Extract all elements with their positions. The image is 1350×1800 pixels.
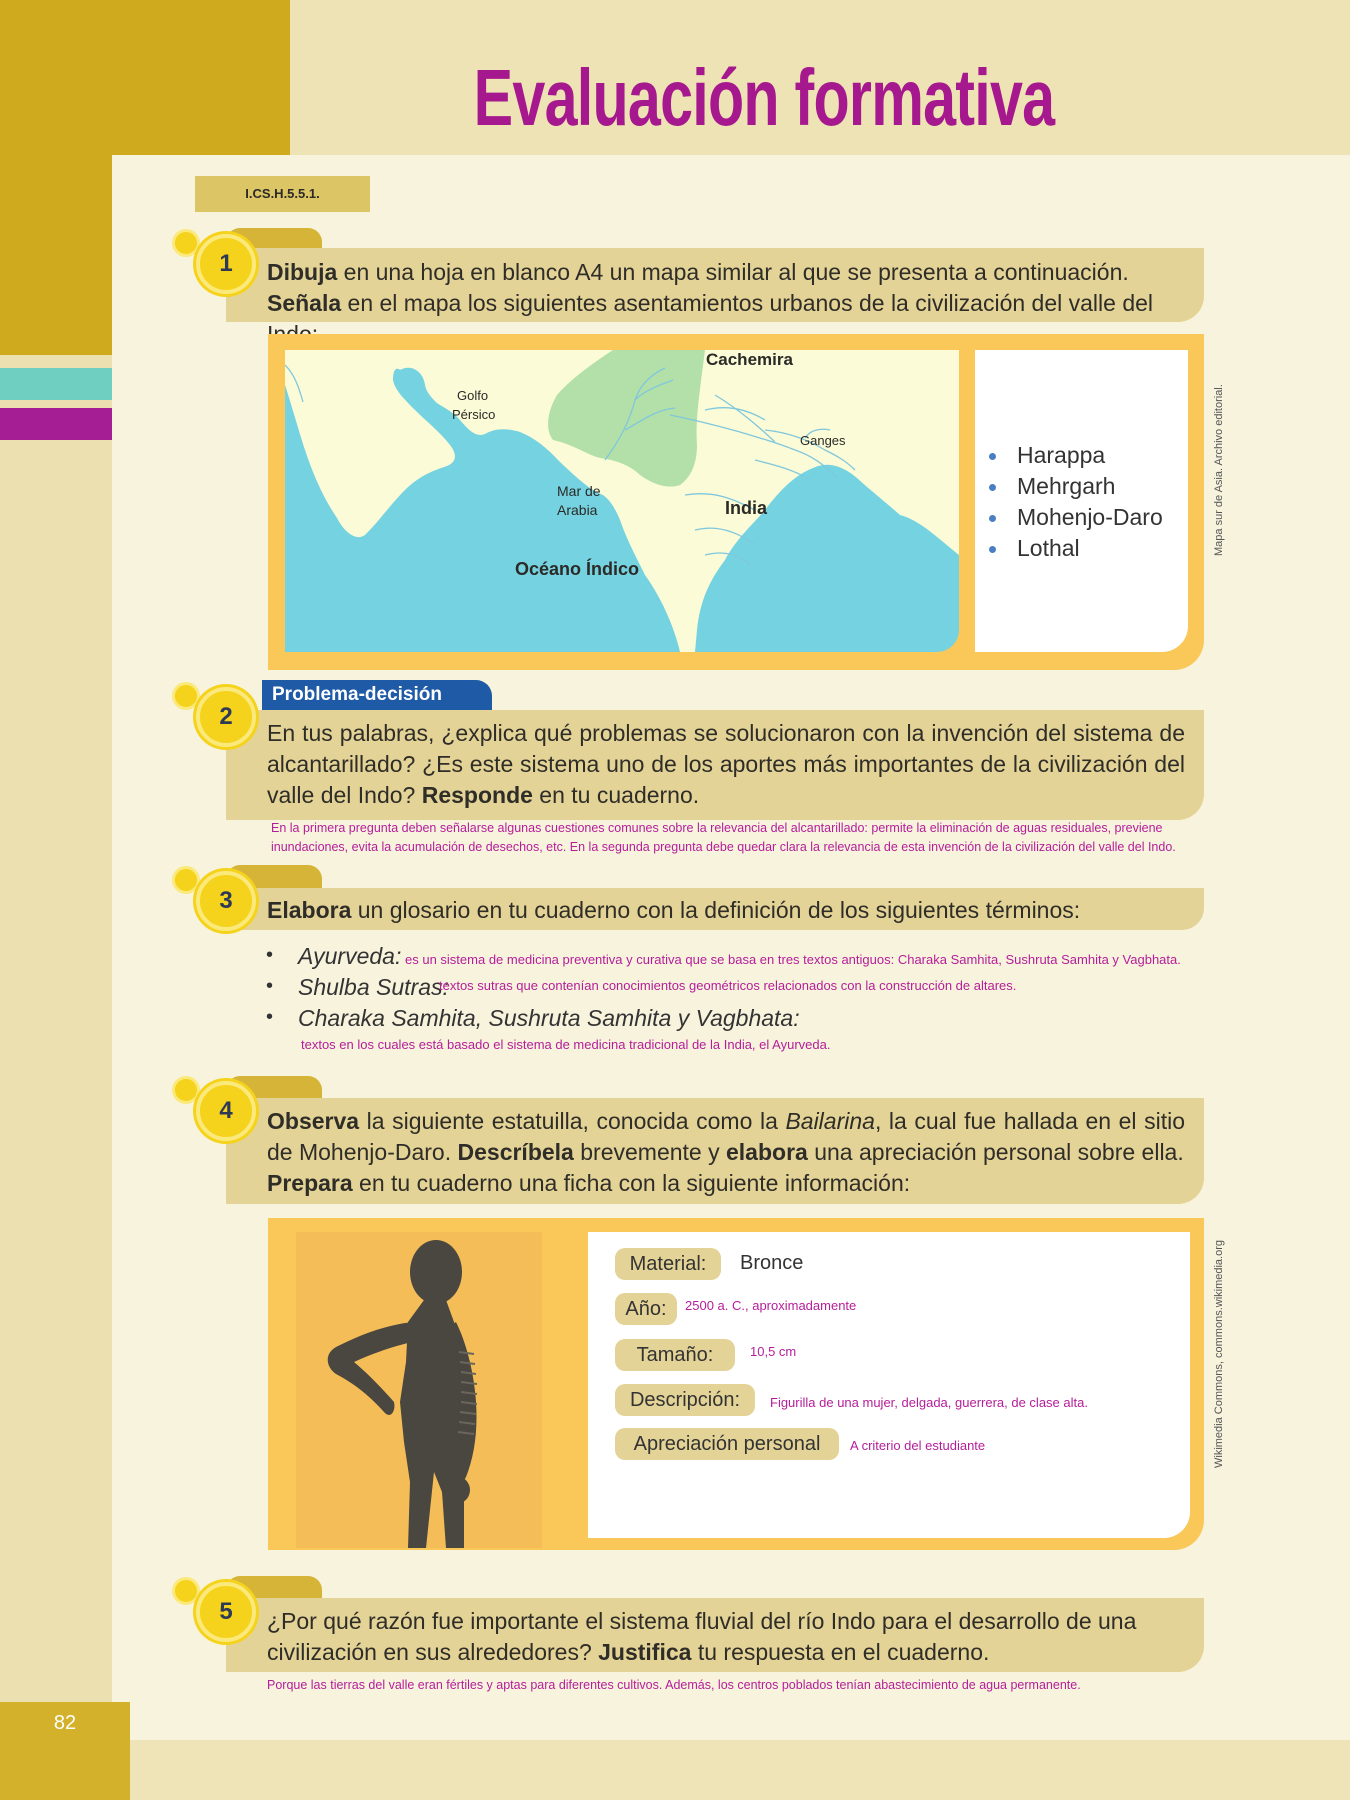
settlements-panel [975, 350, 1188, 652]
settlement-item: Mehrgarh [987, 471, 1188, 502]
q4-verb-describela: Descríbela [457, 1139, 574, 1165]
q4-text-5: en tu cuaderno una ficha con la siguiente información: [352, 1170, 911, 1196]
magenta-stripe [0, 408, 112, 440]
settlements-list [987, 440, 1188, 564]
glossary-term-charaka: Charaka Samhita, Sushruta Samhita y Vagbhata: [298, 1005, 800, 1031]
glossary-bullet: • [266, 975, 274, 997]
q1-number: 1 [196, 234, 256, 294]
field-label-apreciacion: Apreciación personal [615, 1428, 839, 1460]
glossary-answer-shulba: textos sutras que contenían conocimientos geométricos relacionados con la construcción de altares. [439, 978, 1017, 993]
field-label-tamano: Tamaño: [615, 1339, 735, 1371]
teal-stripe [0, 368, 112, 400]
q4-verb-elabora: elabora [726, 1139, 808, 1165]
south-asia-map [285, 350, 959, 652]
q2-small-ring [172, 682, 200, 710]
q2-text [267, 718, 1185, 811]
field-label-material: Material: [615, 1248, 721, 1280]
field-value-ano: 2500 a. C., aproximadamente [685, 1298, 857, 1313]
map-label-arabia: Arabia [557, 502, 598, 518]
q3-verb-elabora: Elabora [267, 897, 352, 923]
q5-number: 5 [196, 1582, 256, 1642]
q5-text [267, 1606, 1192, 1668]
map-label-ganges: Ganges [800, 433, 846, 448]
q4-text-3: brevemente y [573, 1139, 726, 1165]
q5-small-ring [172, 1577, 200, 1605]
statue-photo [296, 1232, 542, 1548]
q4-text [267, 1106, 1185, 1199]
map-label-persico: Pérsico [452, 407, 496, 422]
glossary-term-ayurveda: Ayurveda: [298, 943, 402, 969]
q4-text-2: , la cual fue hallada en el sitio de Mohenjo-Daro. [267, 1108, 1185, 1165]
q4-italic-bailarina: Bailarina [785, 1108, 875, 1134]
map-label-golfo: Golfo [457, 388, 489, 403]
glossary-answer-charaka: textos en los cuales está basado el sistema de medicina tradicional de la India, el Ayurveda. [301, 1037, 831, 1052]
skill-code: I.CS.H.5.5.1. [195, 176, 370, 212]
q5-text-2: tu respuesta en el cuaderno. [691, 1639, 990, 1665]
q4-number: 4 [196, 1081, 256, 1141]
q5-verb-justifica: Justifica [598, 1639, 692, 1665]
map-label-cachemira: Cachemira [706, 350, 793, 369]
field-label-ano: Año: [615, 1293, 677, 1325]
left-strip [0, 155, 112, 355]
q4-text-4: una apreciación personal sobre ella. [807, 1139, 1184, 1165]
field-label-descripcion: Descripción: [615, 1384, 755, 1416]
q3-text-1: un glosario en tu cuaderno con la definición de los siguientes términos: [351, 897, 1081, 923]
field-value-descripcion: Figurilla de una mujer, delgada, guerrera, de clase alta. [770, 1395, 1088, 1410]
statue-credit: Wikimedia Commons, commons.wikimedia.org [1213, 1239, 1225, 1468]
q1-text-1: en una hoja en blanco A4 un mapa similar al que se presenta a continuación. [337, 259, 1129, 285]
map-credit: Mapa sur de Asia. Archivo editorial. [1213, 384, 1225, 556]
q5-answer: Porque las tierras del valle eran fértiles y aptas para diferentes cultivos. Además, los centros poblados tenían abastecimiento de agua permanente. [267, 1678, 1081, 1692]
page-title: Evaluación formativa [473, 53, 1055, 142]
q2-answer: En la primera pregunta deben señalarse algunas cuestiones comunes sobre la relevancia del alcantarillado: permite la eliminación de aguas residuales, previene inundaciones, evita la acumulación de desechos, etc. En la segunda pregunta debe quedar clara la relevancia de esta invención de la civilización del valle del Indo. [271, 821, 1176, 854]
q4-verb-observa: Observa [267, 1108, 360, 1134]
map-label-india: India [725, 498, 768, 518]
map-label-oceano: Océano Índico [515, 559, 640, 579]
problem-decision-tab: Problema-decisión [262, 680, 492, 710]
q2-verb-responde: Responde [421, 782, 533, 808]
glossary-term-shulba: Shulba Sutras: [298, 974, 449, 1000]
q4-text-1: la siguiente estatuilla, conocida como la [359, 1108, 786, 1134]
q1-verb-dibuja: Dibuja [267, 259, 338, 285]
q2-text-2: en tu cuaderno. [532, 782, 700, 808]
settlement-item: Lothal [987, 533, 1188, 564]
bottom-band [130, 1740, 1350, 1800]
q5-text-1: ¿Por qué razón fue importante el sistema fluvial del río Indo para el desarrollo de una civilización en sus alrededores? [267, 1608, 1137, 1665]
q3-number: 3 [196, 871, 256, 931]
q1-small-ring [172, 229, 200, 257]
q3-small-ring [172, 866, 200, 894]
dancing-girl-statue-icon [296, 1232, 542, 1548]
q4-verb-prepara: Prepara [267, 1170, 353, 1196]
q4-small-ring [172, 1076, 200, 1104]
settlement-item: Mohenjo-Daro [987, 502, 1188, 533]
settlement-item: Harappa [987, 440, 1188, 471]
field-value-tamano: 10,5 cm [750, 1344, 797, 1359]
field-value-apreciacion: A criterio del estudiante [850, 1438, 986, 1453]
page-number: 82 [53, 1712, 77, 1734]
q3-text [267, 895, 1192, 926]
q1-verb-senala: Señala [267, 290, 342, 316]
field-value-material: Bronce [740, 1252, 804, 1274]
q1-text-2: en el mapa los siguientes asentamientos urbanos de la civilización del valle del [347, 290, 1154, 316]
glossary-bullet: • [266, 944, 274, 966]
glossary-bullet: • [266, 1006, 274, 1028]
map-svg [285, 350, 959, 652]
corner-block [0, 0, 290, 155]
q2-number: 2 [196, 687, 256, 747]
q2-text-1: En tus palabras, ¿explica qué problemas se solucionaron con la invención del sistema de alcantarillado? ¿Es este sistema uno de los aportes más importantes de la civilización del valle del Indo? [267, 720, 1185, 808]
map-label-mar: Mar de [557, 483, 601, 499]
glossary-answer-ayurveda: es un sistema de medicina preventiva y curativa que se basa en tres textos antiguos: Charaka Samhita, Sushruta Samhita y Vagbhata. [405, 952, 1181, 967]
